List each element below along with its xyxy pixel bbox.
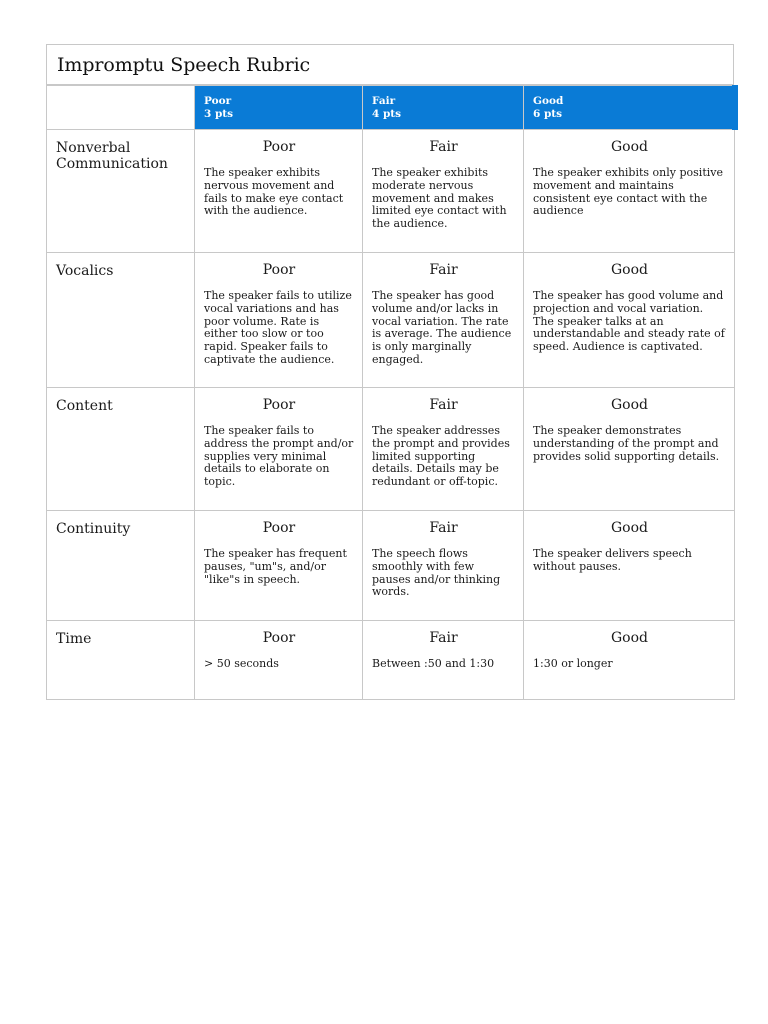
criterion-label: Vocalics [47,253,195,388]
cell-description: > 50 seconds [204,657,279,670]
cell-description: The speaker has good volume and projection and vocal variation. The speaker talks at an understandable and steady rate of speed. Audience is captivated. [533,289,725,354]
rubric-title: Impromptu Speech Rubric [46,44,734,85]
criterion-label: Time [47,621,195,700]
rubric-cell [363,621,524,700]
cell-description: 1:30 or longer [533,657,613,670]
cell-level: Fair [429,262,458,278]
rubric-cell [195,388,363,511]
cell-level: Good [610,262,648,278]
header-level-points: 3 pts [204,108,234,120]
header-level-points: 6 pts [533,108,563,120]
cell-description: The speech flows smoothly with few pauses and/or thinking words. [372,547,501,599]
criterion-label: Content [47,388,195,511]
criterion-label: Nonverbal Communication [47,130,195,253]
cell-description: Between :50 and 1:30 [372,657,495,670]
header-blank-cell [47,86,195,130]
rubric-cell [195,130,363,253]
cell-level: Fair [429,630,458,646]
rubric-cell [363,130,524,253]
rubric-cell [195,621,363,700]
header-level-fair [363,86,524,130]
cell-level: Poor [262,397,296,413]
rubric-cell [195,253,363,388]
cell-level: Good [610,630,648,646]
header-level-name: Fair [372,95,396,107]
table-row [47,130,735,253]
header-level-poor [195,86,363,130]
rubric-cell [363,253,524,388]
table-row [47,388,735,511]
cell-level: Poor [262,262,296,278]
cell-level: Good [610,397,648,413]
header-level-name: Good [533,95,564,107]
cell-description: The speaker has frequent pauses, "um"s, and/or "like"s in speech. [204,547,347,586]
rubric-cell [195,511,363,621]
rubric-cell [524,511,735,621]
cell-description: The speaker demonstrates understanding of the prompt and provides solid supporting details. [533,424,720,463]
header-level-good [524,86,735,130]
header-level-name: Poor [204,95,232,107]
header-level-points: 4 pts [372,108,402,120]
cell-description: The speaker delivers speech without pauses. [533,547,692,573]
cell-level: Poor [262,520,296,536]
criterion-label: Continuity [47,511,195,621]
rubric-cell [363,388,524,511]
cell-level: Fair [429,520,458,536]
table-row [47,511,735,621]
cell-description: The speaker exhibits moderate nervous movement and makes limited eye contact with the audience. [372,166,507,231]
rubric [46,44,734,700]
rubric-cell [524,130,735,253]
rubric-cell [524,253,735,388]
cell-description: The speaker exhibits only positive movement and maintains consistent eye contact with the audience [533,166,723,218]
table-row [47,253,735,388]
rubric-table [46,85,738,700]
cell-description: The speaker addresses the prompt and provides limited supporting details. Details may be redundant or off-topic. [372,424,510,489]
rubric-cell [363,511,524,621]
header-row [47,86,735,130]
rubric-cell [524,388,735,511]
rubric-cell [524,621,735,700]
cell-description: The speaker fails to utilize vocal variations and has poor volume. Rate is either too slow or too rapid. Speaker fails to captivate the audience. [204,289,352,366]
cell-description: The speaker fails to address the prompt and/or supplies very minimal details to elaborate on topic. [204,424,354,489]
cell-level: Poor [262,139,296,155]
cell-level: Fair [429,397,458,413]
cell-description: The speaker has good volume and/or lacks in vocal variation. The rate is average. The audience is only marginally engaged. [372,289,512,366]
cell-level: Poor [262,630,296,646]
table-row [47,621,735,700]
cell-description: The speaker exhibits nervous movement and fails to make eye contact with the audience. [204,166,344,218]
cell-level: Fair [429,139,458,155]
cell-level: Good [610,520,648,536]
cell-level: Good [610,139,648,155]
